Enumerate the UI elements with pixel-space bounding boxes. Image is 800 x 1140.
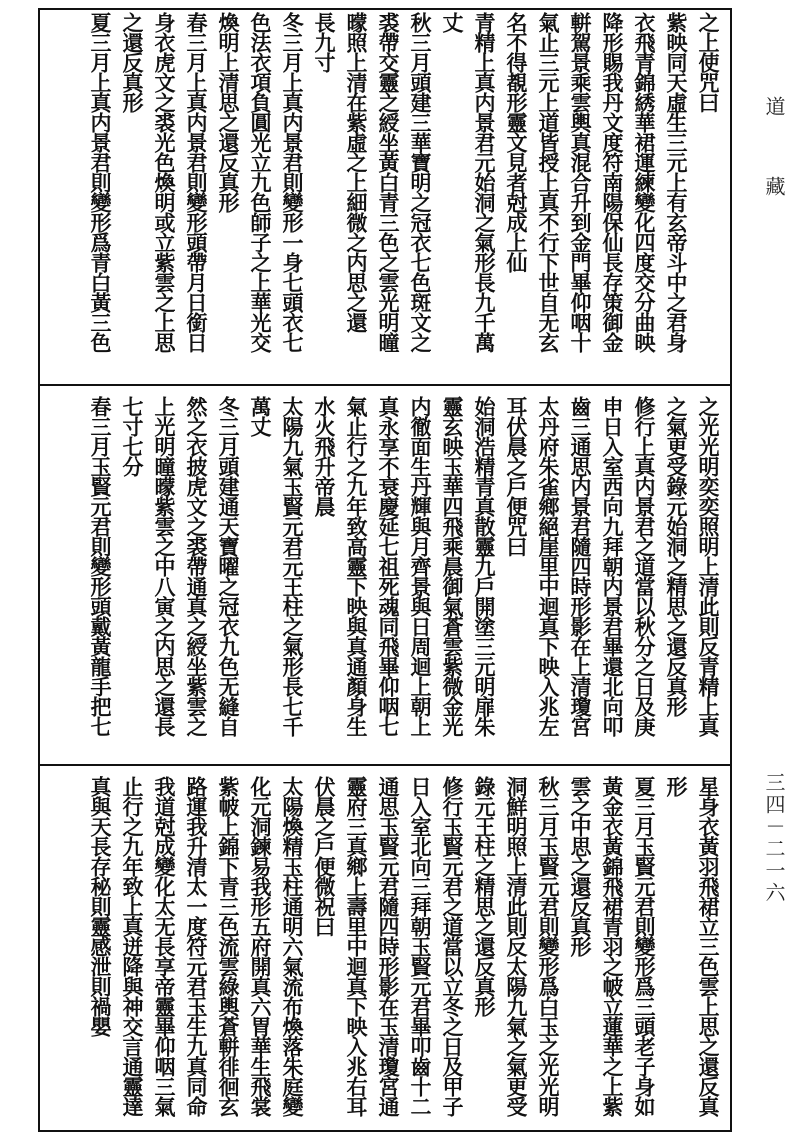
text-column: 始洞浩精青真散靈九戶開塗三元明扉朱 xyxy=(472,396,497,736)
text-panel-top xyxy=(40,12,730,372)
text-column: 降形賜我丹文度符南陽保仙長存策御金 xyxy=(600,12,625,352)
text-column: 裘帶交靈之綬坐黃白青三色之雲光明曈 xyxy=(376,12,401,352)
text-column: 氣止行之九年致高靈下映與真通顏身生 xyxy=(344,396,369,736)
text-column: 氣止三元上道皆授上真不行下世自无玄 xyxy=(536,12,561,352)
text-column: 青精上真内景君元始洞之氣形長九千萬 xyxy=(472,12,497,352)
text-column: 太丹府朱雀鄉絕崖里中迴真下映入兆左 xyxy=(536,396,561,736)
text-column: 申日入室西向九拜朝内景君畢還北向叩 xyxy=(600,396,625,736)
text-column: 耳伏晨之戶便咒曰 xyxy=(504,396,529,556)
text-column: 化元洞鍊易我形五府開真六胃華生飛裳 xyxy=(248,776,273,1116)
text-column: 冬三月上真内景君則變形一身七頭衣七 xyxy=(280,12,305,352)
text-column: 齒三通思内景君隨四時形影在上清瓊宮 xyxy=(568,396,593,736)
text-column: 身衣虎文之裘光色煥明或立紫雲之上思 xyxy=(152,12,177,352)
text-panel-middle xyxy=(40,396,730,756)
text-column: 丈 xyxy=(440,12,465,32)
text-column: 名不得覩形靈文見者尅成上仙 xyxy=(504,12,529,272)
text-column: 錄元王柱之精思之還反真形 xyxy=(472,776,497,1016)
text-column: 我道尅成變化太无長享帝靈畢仰咽三氣 xyxy=(152,776,177,1116)
right-margin xyxy=(752,0,800,1140)
text-column: 修行玉賢元君之道當以立冬之日及甲子 xyxy=(440,776,465,1116)
panel-divider xyxy=(40,384,730,386)
text-column: 夏三月上真内景君則變形爲青白黃三色 xyxy=(88,12,113,352)
text-column: 夏三月玉賢元君則變形爲三頭老子身如 xyxy=(632,776,657,1116)
page-number: 三四－二一六 xyxy=(762,772,786,904)
text-column: 之光光明奕奕照明上清此則反青精上真 xyxy=(696,396,721,736)
text-column: 冬三月頭建通天寶曜之冠衣九色无縫自 xyxy=(216,396,241,736)
text-column: 曚照上清在紫虛之上細微之内思之還 xyxy=(344,12,369,332)
text-column: 長九寸 xyxy=(312,12,337,72)
text-column: 靈府三真鄉上壽里中迴真下映入兆右耳 xyxy=(344,776,369,1116)
text-column: 星身衣黃羽飛裙立三色雲上思之還反真 xyxy=(696,776,721,1116)
text-column: 黃金衣黃錦飛裙青羽之帔立蓮華之上紫 xyxy=(600,776,625,1116)
text-column: 紫映同天虛生三元上有玄帝斗中之君身 xyxy=(664,12,689,352)
text-column: 秋三月玉賢元君則變形爲白玉之光光明 xyxy=(536,776,561,1116)
text-column: 上光明曈曚紫雲之中八寅之内思之還長 xyxy=(152,396,177,736)
text-column: 通思玉賢元君隨四時形影在玉清瓊宮通 xyxy=(376,776,401,1116)
text-column: 太陽九氣玉賢元君元王柱之氣形長七千 xyxy=(280,396,305,736)
text-column: 之還反真形 xyxy=(120,12,145,112)
text-column: 春三月玉賢元君則變形頭戴黃龍手把七 xyxy=(88,396,113,736)
page-frame xyxy=(38,8,732,1132)
text-column: 洞鮮明照上清此則反太陽九氣之氣更受 xyxy=(504,776,529,1116)
margin-title: 道 xyxy=(762,96,786,116)
text-column: 日入室北向三拜朝玉賢元君畢叩齒十二 xyxy=(408,776,433,1116)
text-column: 止行之九年致上真迸降與神交言通靈達 xyxy=(120,776,145,1116)
text-column: 秋三月頭建三華寶明之冠衣七色斑文之 xyxy=(408,12,433,352)
text-column: 靈玄映玉華四飛乘晨御氣蒼雲紫微金光 xyxy=(440,396,465,736)
panel-divider xyxy=(40,764,730,766)
text-column: 真永享不衰慶延七祖死魂同飛畢仰咽七 xyxy=(376,396,401,736)
text-column: 内徹面生丹輝與月齊景與日周迴上朝上 xyxy=(408,396,433,736)
text-column: 春三月上真内景君則變形頭帶月日銜日 xyxy=(184,12,209,352)
text-column: 太陽煥精玉柱通明六氣流布煥落朱庭變 xyxy=(280,776,305,1116)
text-column: 伏晨之戶便微祝曰 xyxy=(312,776,337,936)
text-panel-bottom xyxy=(40,776,730,1128)
text-column: 路運我升清太一度符元君玉生九真同命 xyxy=(184,776,209,1116)
text-column: 水火飛升帝晨 xyxy=(312,396,337,516)
text-column: 修行上真内景君之道當以秋分之日及庚 xyxy=(632,396,657,736)
text-column: 萬丈 xyxy=(248,396,273,436)
text-column: 七寸七分 xyxy=(120,396,145,476)
text-column: 煥明上清思之還反真形 xyxy=(216,12,241,212)
text-column: 軿駕景乘雲輿真混合升到金門畢仰咽十 xyxy=(568,12,593,352)
margin-title: 藏 xyxy=(762,176,786,196)
text-column: 之上使咒曰 xyxy=(696,12,721,112)
text-column: 紫帔上錦下青三色流雲綠輿蒼軿徘徊玄 xyxy=(216,776,241,1116)
text-column: 色法衣項負圓光立九色師子之上華光交 xyxy=(248,12,273,352)
text-column: 然之衣披虎文之裘帶通真之綬坐紫雲之 xyxy=(184,396,209,736)
text-column: 真與天長存秘則靈感泄則禍嬰 xyxy=(88,776,113,1036)
text-column: 之氣更受錄元始洞之精思之還反真形 xyxy=(664,396,689,716)
text-column: 形 xyxy=(664,776,689,796)
text-column: 衣飛青錦綉華裙運練變化四度交分曲映 xyxy=(632,12,657,352)
text-column: 雲之中思之還反真形 xyxy=(568,776,593,956)
